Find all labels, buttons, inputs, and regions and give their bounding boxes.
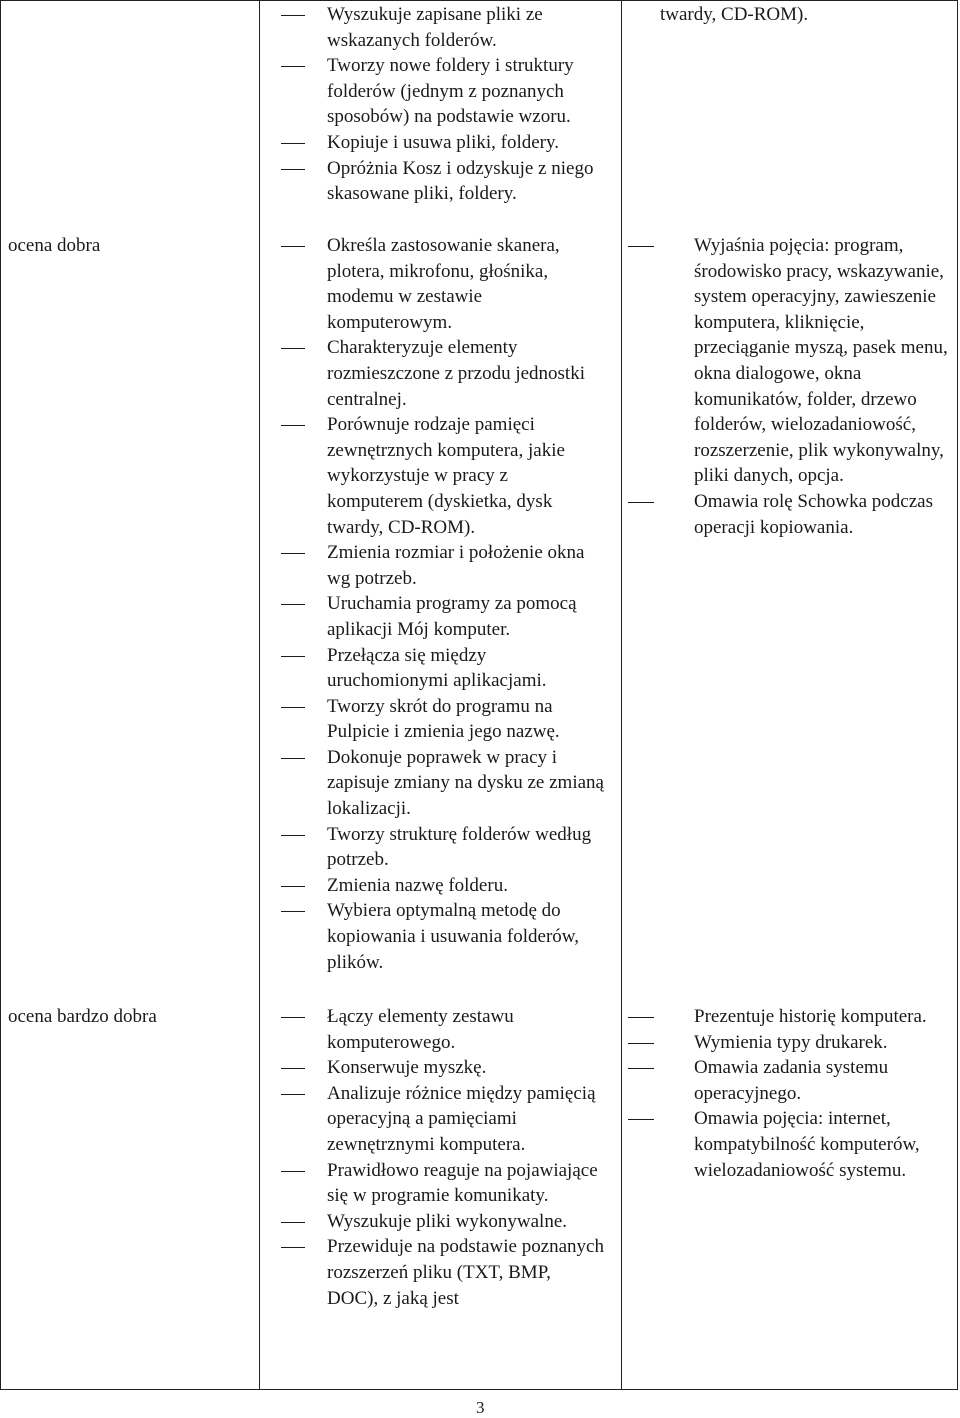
grade-label-good: ocena dobra bbox=[8, 235, 101, 256]
list-item: Charakteryzuje elementy rozmieszczone z przodu jednostki centralnej. bbox=[259, 335, 604, 412]
page-number: 3 bbox=[476, 1398, 485, 1417]
list-item: Tworzy skrót do programu na Pulpicie i zmienia jego nazwę. bbox=[259, 694, 604, 745]
basic-requirements-list-row1 bbox=[259, 2, 604, 207]
extended-requirements-list-very-good bbox=[628, 1004, 948, 1183]
grade-label-very-good: ocena bardzo dobra bbox=[8, 1006, 157, 1027]
basic-requirements-list-very-good bbox=[259, 1004, 604, 1311]
list-item: Wymienia typy drukarek. bbox=[628, 1030, 948, 1056]
list-item: Kopiuje i usuwa pliki, foldery. bbox=[259, 130, 604, 156]
list-item: Omawia zadania systemu operacyjnego. bbox=[628, 1055, 948, 1106]
list-item: Przewiduje na podstawie poznanych rozszerzeń pliku (TXT, BMP, DOC), z jaką jest bbox=[259, 1234, 604, 1311]
extended-requirements-list-good bbox=[628, 233, 948, 540]
list-item: Przełącza się między uruchomionymi aplikacjami. bbox=[259, 643, 604, 694]
list-item: Analizuje różnice między pamięcią operacyjną a pamięciami zewnętrznymi komputera. bbox=[259, 1081, 604, 1158]
list-item: Tworzy strukturę folderów według potrzeb. bbox=[259, 822, 604, 873]
column-divider-2 bbox=[621, 1, 622, 1389]
list-item: Omawia pojęcia: internet, kompatybilność komputerów, wielozadaniowość systemu. bbox=[628, 1106, 948, 1183]
list-item: Łączy elementy zestawu komputerowego. bbox=[259, 1004, 604, 1055]
list-item: Zmienia nazwę folderu. bbox=[259, 873, 604, 899]
list-item: Tworzy nowe foldery i struktury folderów (jednym z poznanych sposobów) na podstawie wzoru. bbox=[259, 53, 604, 130]
list-item: Porównuje rodzaje pamięci zewnętrznych komputera, jakie wykorzystuje w pracy z komputerem (dyskietka, dysk twardy, CD-ROM). bbox=[259, 412, 604, 540]
basic-requirements-list-good bbox=[259, 233, 604, 975]
list-item: Wybiera optymalną metodę do kopiowania i usuwania folderów, plików. bbox=[259, 898, 604, 975]
list-item: Wyjaśnia pojęcia: program, środowisko pracy, wskazywanie, system operacyjny, zawieszenie komputera, kliknięcie, przeciąganie myszą, pasek menu, okna dialogowe, okna komunikatów, folder, drzewo folderów, wielozadaniowość, rozszerzenie, plik wykonywalny, pliki danych, opcja. bbox=[628, 233, 948, 489]
list-item: Zmienia rozmiar i położenie okna wg potrzeb. bbox=[259, 540, 604, 591]
list-item: Dokonuje poprawek w pracy i zapisuje zmiany na dysku ze zmianą lokalizacji. bbox=[259, 745, 604, 822]
list-item: Prezentuje historię komputera. bbox=[628, 1004, 948, 1030]
list-item: Prawidłowo reaguje na pojawiające się w programie komunikaty. bbox=[259, 1158, 604, 1209]
list-item: Wyszukuje pliki wykonywalne. bbox=[259, 1209, 604, 1235]
list-item: Wyszukuje zapisane pliki ze wskazanych folderów. bbox=[259, 2, 604, 53]
list-item: Omawia rolę Schowka podczas operacji kopiowania. bbox=[628, 489, 948, 540]
extended-continuation-text: twardy, CD-ROM). bbox=[660, 4, 809, 25]
list-item: Określa zastosowanie skanera, plotera, mikrofonu, głośnika, modemu w zestawie komputerowym. bbox=[259, 233, 604, 335]
list-item: Uruchamia programy za pomocą aplikacji Mój komputer. bbox=[259, 591, 604, 642]
list-item: Konserwuje myszkę. bbox=[259, 1055, 604, 1081]
list-item: Opróżnia Kosz i odzyskuje z niego skasowane pliki, foldery. bbox=[259, 156, 604, 207]
